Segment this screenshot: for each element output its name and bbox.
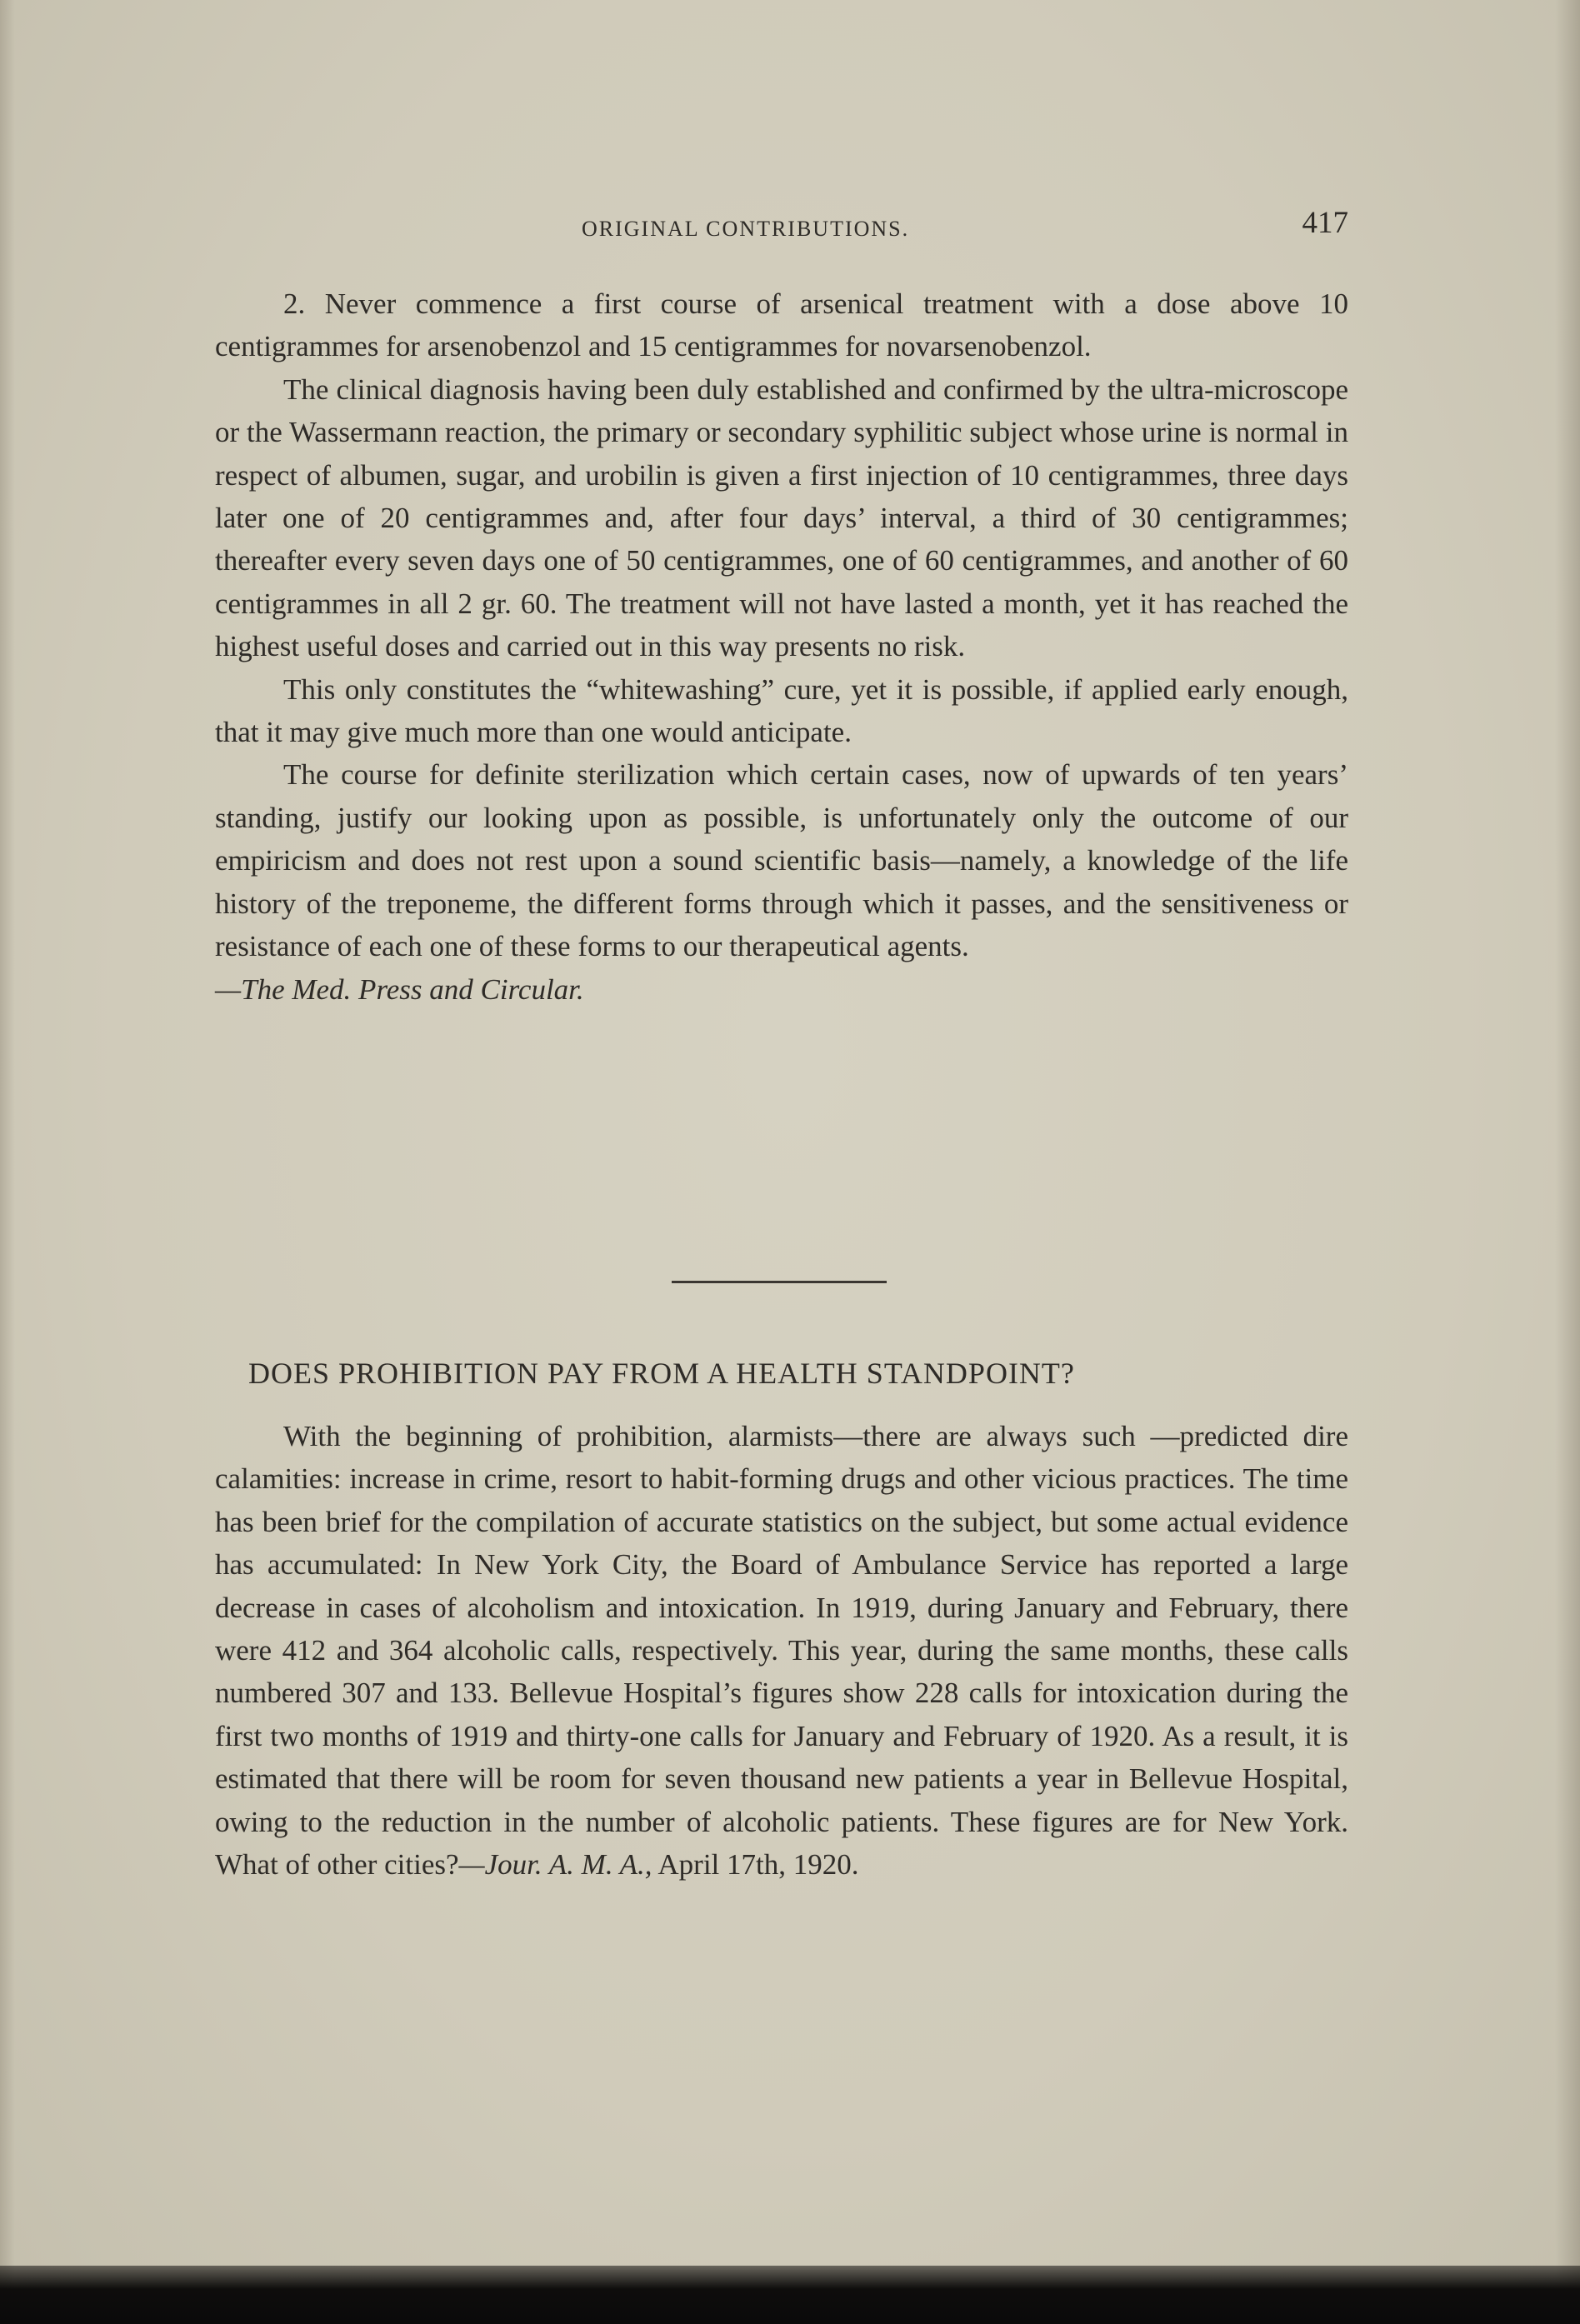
paragraph-treatment: The clinical diagnosis having been duly established and confirmed by the ultra-microscope or the Wassermann reaction, the primary or secondary syphilitic subject whose urine is normal in respect of albumen, sugar, and urobilin is given a first injection of 10 centigrammes, three days later one of 20 centigrammes and, after four days’ interval, a third of 30 centigrammes; thereafter every seven days one of 50 centigrammes, one of 60 centigrammes, and another of 60 centigrammes in all 2 gr. 60. The treatment will not have lasted a month, yet it has reached the highest useful doses and carried out in this way presents no risk. [215, 372, 1348, 663]
article-source [215, 968, 1348, 1011]
arsenical-article [215, 282, 1348, 1011]
prohibition-article [215, 1415, 1348, 1886]
paragraph-prohibition [215, 1415, 1348, 1886]
section-divider [672, 1281, 887, 1283]
running-title: ORIGINAL CONTRIBUTIONS. [582, 217, 910, 241]
page-gutter-shadow [1555, 0, 1580, 2324]
page-number: 417 [1302, 206, 1348, 240]
prohibition-heading: DOES PROHIBITION PAY FROM A HEALTH STANDPOINT? [248, 1357, 1075, 1390]
scan-bottom-edge [0, 2266, 1580, 2324]
prohibition-date: April 17th, 1920. [658, 1848, 859, 1882]
page-left-edge [0, 0, 15, 2324]
paragraph-sterilization: The course for definite sterilization which certain cases, now of upwards of ten years’ standing, justify our looking upon as possible, is unfortunately only the outcome of our empiricism and does not rest upon a sound scientific basis—namely, a knowledge of the life history of the treponeme, the different forms through which it passes, and the sensitiveness or resistance of each one of these forms to our therapeutical agents. [215, 758, 1348, 963]
paragraph-whitewashing: This only constitutes the “whitewashing” cure, yet it is possible, if applied early enough, that it may give much more than one would anticipate. [215, 672, 1348, 749]
running-head [215, 203, 1348, 253]
source-citation: —The Med. Press and Circular. [215, 972, 584, 1006]
prohibition-body: With the beginning of prohibition, alarmists—there are always such —predicted dire calamities: increase in crime, resort to habit-forming drugs and other vicious practices. The time has been brief for the compilation of accurate statistics on the subject, but some actual evidence has accumulated: In New York City, the Board of Ambulance Service has reported a large decrease in cases of alcoholism and intoxication. In 1919, during January and February, there were 412 and 364 alcoholic calls, respectively. This year, during the same months, these calls numbered 307 and 133. Bellevue Hospital’s figures show 228 calls for intoxication during the first two months of 1919 and thirty-one calls for January and February of 1920. As a result, it is estimated that there will be room for seven thousand new patients a year in Bellevue Hospital, owing to the reduction in the number of alcoholic patients. These figures are for New York. What of other cities? [215, 1420, 1348, 1882]
prohibition-source: —Jour. A. M. A., [458, 1848, 652, 1882]
paragraph-numbered-rule: 2. Never commence a first course of arsenical treatment with a dose above 10 centigrammes for arsenobenzol and 15 centigrammes for novarsenobenzol. [215, 287, 1348, 363]
